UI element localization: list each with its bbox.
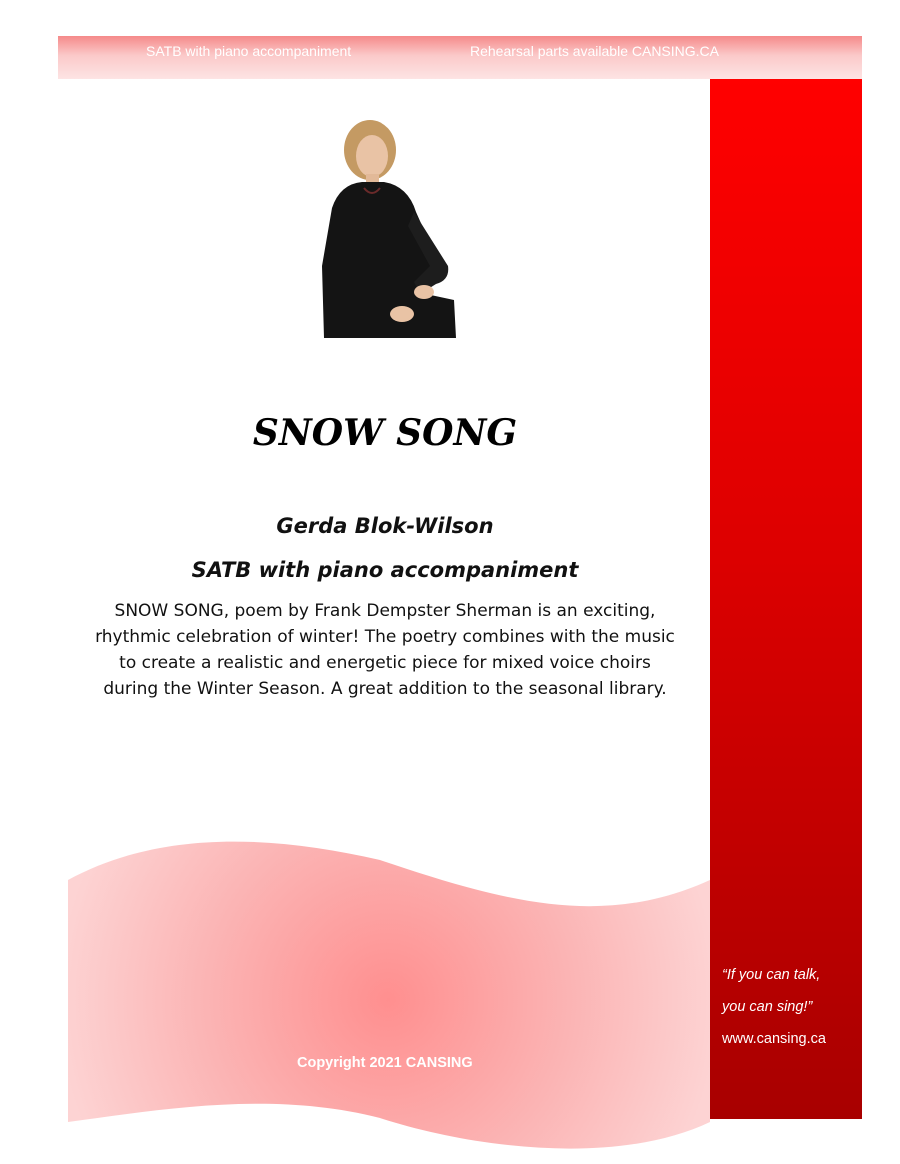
voicing-subtitle: SATB with piano accompaniment [191, 558, 579, 582]
composer-name: Gerda Blok-Wilson [276, 514, 494, 538]
copyright-text: Copyright 2021 CANSING [297, 1055, 473, 1071]
header-right-text: Rehearsal parts available CANSING.CA [470, 43, 719, 59]
sidebar-website: www.cansing.ca [722, 1031, 826, 1047]
header-left-text: SATB with piano accompaniment [146, 43, 352, 59]
sidebar-quote-line2: you can sing!” [722, 999, 813, 1015]
sidebar-quote-line1: “If you can talk, [722, 967, 821, 983]
page-title: SNOW SONG [252, 412, 518, 454]
description: SNOW SONG, poem by Frank Dempster Sherman is an exciting, rhythmic celebration of winter! The poetry combines with the music to create a realistic and energetic piece for mixed voice choirs during the Winter Season. A great addition to the seasonal library. [95, 601, 675, 699]
